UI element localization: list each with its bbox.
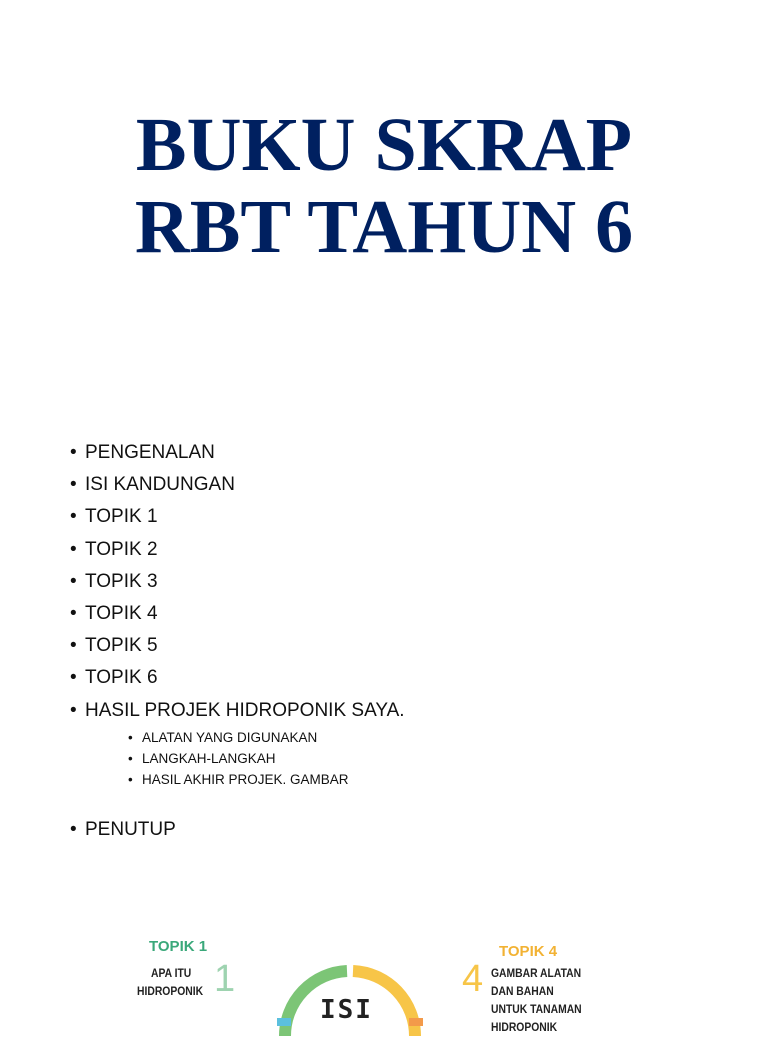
list-item-label: TOPIK 2: [85, 538, 158, 560]
list-item-label: TOPIK 4: [85, 603, 158, 625]
bullet-icon: •: [70, 442, 77, 463]
bullet-icon: •: [70, 506, 77, 528]
list-item: [70, 566, 405, 598]
sub-list-item-label: LANGKAH-LANGKAH: [142, 750, 276, 766]
list-item-label: PENGENALAN: [85, 442, 215, 463]
sub-list: [70, 727, 405, 790]
bullet-icon: •: [70, 474, 77, 496]
list-item: [70, 534, 405, 566]
list-item: [70, 437, 405, 469]
contents-infographic: [120, 925, 640, 1034]
list-item-label: TOPIK 1: [85, 506, 158, 528]
list-item-label: HASIL PROJEK HIDROPONIK SAYA.: [85, 699, 405, 721]
list-item-label: ISI KANDUNGAN: [85, 474, 235, 496]
bullet-icon: •: [70, 667, 77, 689]
sub-list-item: [128, 769, 405, 790]
topic-4-number: 4: [462, 958, 484, 1000]
list-item: [70, 501, 405, 533]
bullet-icon: •: [70, 635, 77, 657]
sub-list-item-label: HASIL AKHIR PROJEK. GAMBAR: [142, 771, 349, 787]
list-item-label: TOPIK 3: [85, 570, 158, 592]
list-item-label: TOPIK 6: [85, 667, 158, 689]
topic-1-label: TOPIK 1: [149, 938, 208, 955]
title-line-1: BUKU SKRAP: [135, 103, 633, 187]
list-item: [70, 662, 405, 694]
topic-1-number: 1: [214, 958, 236, 1000]
sub-list-item-label: ALATAN YANG DIGUNAKAN: [142, 729, 318, 745]
title-block: [0, 104, 768, 268]
bullet-icon: •: [128, 729, 133, 745]
topic-4-desc-line-1: GAMBAR ALATAN: [491, 968, 582, 980]
topic-1-desc-line-1: APA ITU: [151, 968, 192, 980]
list-item-label: TOPIK 5: [85, 635, 158, 657]
bullet-icon: •: [70, 538, 77, 560]
list-item: [70, 695, 405, 790]
isi-label: ISI: [320, 995, 373, 1025]
bullet-icon: •: [70, 699, 77, 721]
ring-segment-blue: [277, 1018, 291, 1026]
bullet-icon: •: [70, 818, 77, 840]
topic-4-label: TOPIK 4: [499, 943, 558, 960]
list-item: [70, 814, 405, 846]
list-item: [70, 630, 405, 662]
topic-4-desc-line-4: HIDROPONIK: [491, 1022, 558, 1034]
topic-4-desc-line-3: UNTUK TANAMAN: [491, 1004, 582, 1016]
sub-list-item: [128, 727, 405, 748]
bullet-icon: •: [128, 771, 133, 787]
topic-1-desc-line-2: HIDROPONIK: [137, 986, 204, 998]
list-item: [70, 598, 405, 630]
bullet-icon: •: [128, 750, 133, 766]
contents-list: [70, 437, 405, 846]
bullet-icon: •: [70, 603, 77, 625]
ring-segment-orange: [409, 1018, 423, 1026]
bullet-icon: •: [70, 570, 77, 592]
title-line-2: RBT TAHUN 6: [134, 185, 634, 269]
list-item-label: PENUTUP: [85, 818, 176, 840]
sub-list-item: [128, 748, 405, 769]
list-item: [70, 469, 405, 501]
topic-4-desc-line-2: DAN BAHAN: [491, 986, 554, 998]
